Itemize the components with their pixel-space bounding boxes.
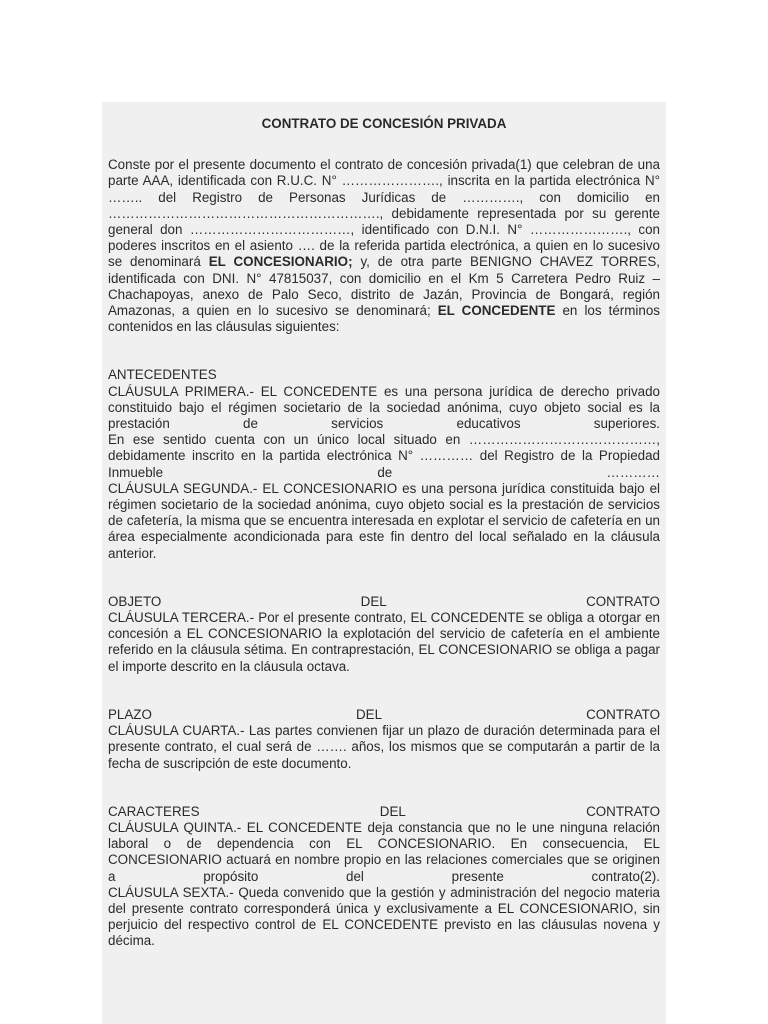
document-title: CONTRATO DE CONCESIÓN PRIVADA [261,116,507,131]
intro-paragraph [108,157,660,335]
heading-word: CONTRATO [586,593,660,609]
intro-text-1: Conste por el presente documento el contrato de concesión privada(1) que celebran de una parte AAA, identificada con R.U.C. N° …………………., inscrita en la partida electrónica N° …….. del Registro de Personas Jurídicas de …………., con domicilio en ……………………………………………………., debidamente representada por su gerente general don ………………………………, identificado con D.N.I. N° …………………., con poderes inscritos en el asiento …. de la referida partida electrónica, a quien en lo sucesivo se denominará [108,157,660,270]
heading-word: DEL [355,706,383,722]
clause-segunda: CLÁUSULA SEGUNDA.- EL CONCESIONARIO es una persona jurídica constituida bajo el régimen societario de la sociedad anónima, cuyo objeto social es la prestación de servicios de cafetería, la misma que se encuentra interesada en explotar el servicio de cafetería en un área especialmente acondicionada para este fin dentro del local señalado en la cláusula anterior. [108,480,660,561]
spacer [108,578,660,594]
clause-primera-a: CLÁUSULA PRIMERA.- EL CONCEDENTE es una persona jurídica de derecho privado constituido bajo el régimen societario de la sociedad anónima, cuyo objeto social es la prestación de servicios educativos superiores. [108,383,660,432]
spacer [108,788,660,804]
spacer [108,351,660,367]
heading-word: PLAZO [108,706,152,722]
section-heading-objeto [108,594,660,610]
heading-word: CARACTERES [108,803,200,819]
intro-text-2: y, de otra parte BENIGNO CHAVEZ TORRES, identificada con DNI. N° 47815037, con domicilio en el Km 5 Carretera Pedro Ruiz – Chachapoyas, anexo de Palo Seco, distrito de Jazán, Provincia de Bongará, región Amazonas, a quien en lo sucesivo se denominará; [108,254,660,319]
section-heading-caracteres [108,804,660,820]
spacer [108,562,660,578]
concedente-term: EL CONCEDENTE [437,303,556,319]
heading-word: CONTRATO [586,803,660,819]
spacer [108,772,660,788]
section-heading-plazo [108,707,660,723]
section-heading-antecedentes: ANTECEDENTES [108,367,217,383]
clause-tercera: CLÁUSULA TERCERA.- Por el presente contrato, EL CONCEDENTE se obliga a otorgar en concesión a EL CONCESIONARIO la explotación del servicio de cafetería en el ambiente referido en la cláusula sétima. En contraprestación, EL CONCESIONARIO se obliga a pagar el importe descrito en la cláusula octava. [108,610,660,674]
clause-primera-b: En ese sentido cuenta con un único local situado en ……………………………………, debidamente inscrito en la partida electrónica N° ………… del Registro de la Propiedad Inmueble de ………… [108,432,660,480]
heading-word: CONTRATO [586,706,660,722]
spacer [108,335,660,351]
document-page [102,102,666,1024]
spacer [108,691,660,707]
concesionario-term: EL CONCESIONARIO; [208,254,353,270]
heading-word: DEL [379,803,406,819]
heading-word: OBJETO [108,593,162,609]
heading-word: DEL [360,593,387,609]
intro-text-3: en los términos contenidos en las cláusulas siguientes: [108,303,660,335]
clause-cuarta: CLÁUSULA CUARTA.- Las partes convienen fijar un plazo de duración determinada para el presente contrato, el cual será de ……. años, los mismos que se computarán a partir de la fecha de suscripción de este documento. [108,723,660,771]
spacer [108,675,660,691]
clause-quinta: CLÁUSULA QUINTA.- EL CONCEDENTE deja constancia que no le une ninguna relación laboral o de dependencia con EL CONCESIONARIO. En consecuencia, EL CONCESIONARIO actuará en nombre propio en las relaciones comerciales que se originen a propósito del presente contrato(2). [108,819,660,884]
clause-sexta: CLÁUSULA SEXTA.- Queda convenido que la gestión y administración del negocio materia del presente contrato corresponderá única y exclusivamente a EL CONCESIONARIO, sin perjuicio del respectivo control de EL CONCEDENTE previsto en las cláusulas novena y décima. [108,884,660,949]
